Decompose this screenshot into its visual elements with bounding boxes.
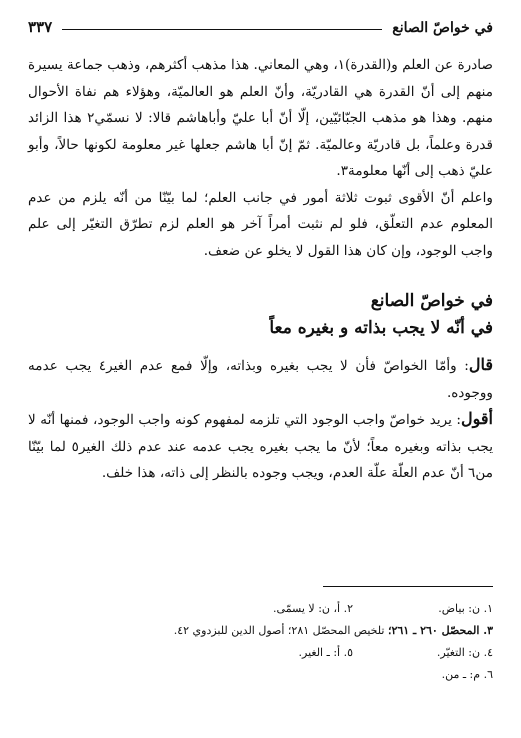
running-head bbox=[28, 14, 493, 36]
aqulu-paragraph bbox=[28, 406, 493, 487]
footnote-row-3 bbox=[28, 642, 493, 664]
paragraph-2: واعلم أنّ الأقوى ثبوت ثلاثة أمور في جانب العلم؛ لما بيّنّا من أنّه يلزم من عدم المعلوم عدم التعلّق، فلو لم نثبت أمراً آخر هو العلم لزم تطرّق التغيّر إلى علم واجب الوجود، وإن كان هذا القول لا يخلو عن ضعف. bbox=[28, 189, 493, 259]
qala-paragraph bbox=[28, 352, 493, 406]
paragraph-1: صادرة عن العلم و(القدرة)١، وهي المعاني. هذا مذهب أكثرهم، وذهب جماعة يسيرة منهم إلى أنّ القدرة هي القادريّة، وأنّ العلم هو العالميّة، وهؤلاء هم نفاة الأحوال منهم. وهذا هو مذهب الجبّائيّين، إلّا أنّ أبا عليّ وأباهاشم قالا: لا نسمّي٢ هذا الزائد قدرة وعلماً، بل قادريّة وعالميّة. ثمّ إنّ أبا هاشم جعلها غير معلومة لكونها حالاً، وأبو عليّ ذهب إلى أنّها معلومة٣. bbox=[28, 57, 493, 179]
footnote-6: ٦. م: ـ من. bbox=[441, 668, 493, 681]
section-heading-line-2: في أنّه لا يجب بذاته و بغيره معاً bbox=[269, 318, 493, 338]
running-head-rule bbox=[62, 29, 382, 30]
qala-text: : وأمّا الخواصّ فأن لا يجب بغيره وبذاته، وإلّا فمع عدم الغير٤ يجب عدمه ووجوده. bbox=[28, 358, 493, 401]
aqulu-lead: أقول bbox=[461, 409, 493, 428]
footnote-5: ٥. أ: ـ الغير. bbox=[298, 646, 353, 659]
footnote-row-1 bbox=[28, 598, 493, 620]
aqulu-text: : يريد خواصّ واجب الوجود التي تلزمه لمفهوم كونه واجب الوجود، فمنها أنّه لا يجب بذاته وبغيره معاً؛ لأنّ ما يجب بغيره يجب عدمه عند عدم ذلك الغير٥ لما بيّنّا من٦ أنّ عدم العلّة علّة العدم، ويجب وجوده بالنظر إلى ذاته، هذا خلف. bbox=[28, 412, 493, 481]
footnote-row-4 bbox=[28, 664, 493, 686]
footnote-1: ١. ن: بياض. bbox=[438, 602, 493, 615]
footnote-3-text: تلخيص المحصّل ٢٨١؛ أصول الدين للبزدوي ٤٢. bbox=[173, 624, 388, 637]
footnote-row-2 bbox=[28, 620, 493, 642]
footnote-4: ٤. ن: التغيّر. bbox=[436, 646, 493, 659]
page-number: ٣٣٧ bbox=[28, 18, 53, 36]
section-heading bbox=[28, 288, 493, 342]
footnote-2: ٢. أ، ن: لا يسمّى. bbox=[273, 602, 353, 615]
qala-lead: قال bbox=[468, 355, 493, 374]
footnotes bbox=[28, 598, 493, 686]
footnote-3 bbox=[174, 620, 493, 642]
running-head-title: في خواصّ الصانع bbox=[392, 20, 493, 36]
footnote-rule bbox=[323, 586, 493, 587]
footnote-3-label: ٣. المحصّل ٢٦٠ ـ ٢٦١؛ bbox=[387, 624, 493, 637]
section-heading-line-1: في خواصّ الصانع bbox=[370, 291, 493, 311]
main-text bbox=[28, 52, 493, 487]
